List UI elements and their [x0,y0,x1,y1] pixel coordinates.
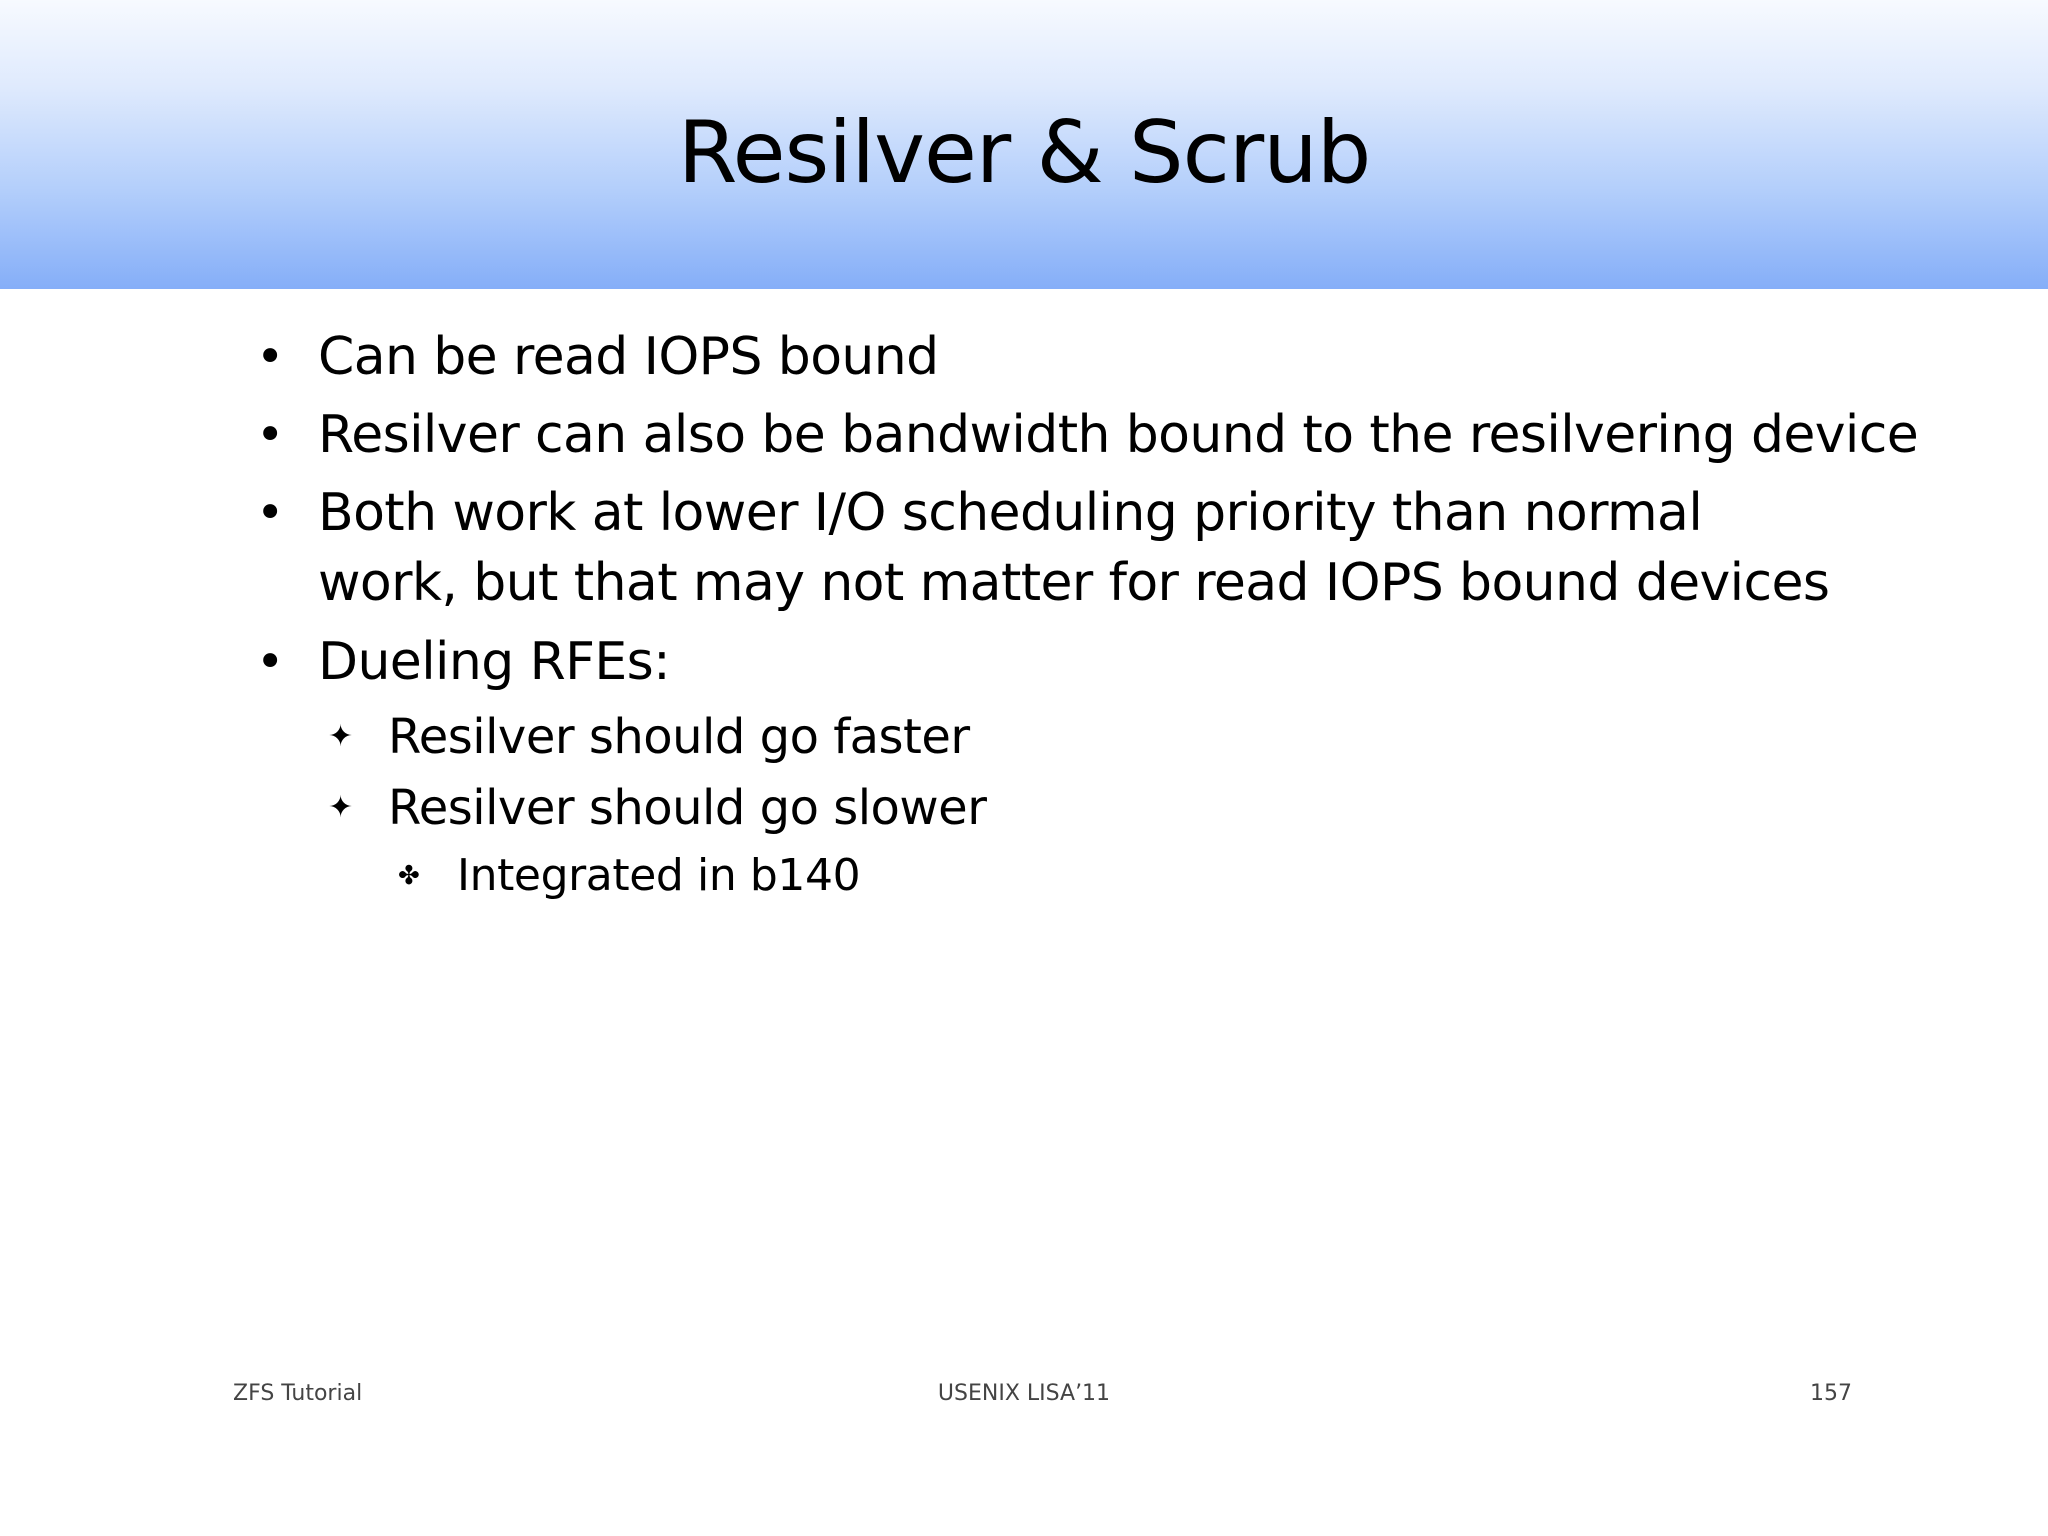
page-number: 157 [1810,1381,1852,1406]
sub-sub-bullet-text: Integrated in b140 [457,850,861,901]
bullet-dot-icon: • [256,485,285,541]
bullet-dot-icon: • [256,329,285,385]
four-club-cross-icon: ✤ [398,861,420,891]
slide-title: Resilver & Scrub [677,103,1371,203]
footer-center: USENIX LISA’11 [937,1381,1111,1406]
footer-left: ZFS Tutorial [233,1381,363,1406]
bullet-text: Resilver can also be bandwidth bound to the resilvering device [318,405,1919,465]
bullet-dot-icon: • [256,634,285,690]
sub-bullet-text: Resilver should go faster [388,709,970,765]
bullet-text-line-2: work, but that may not matter for read IOPS bound devices [318,553,1830,613]
four-point-star-icon: ✦ [328,719,354,754]
bullet-text: Dueling RFEs: [318,632,671,692]
bullet-dot-icon: • [256,407,285,463]
bullet-text: Can be read IOPS bound [318,327,939,387]
four-point-star-icon: ✦ [328,790,354,825]
sub-bullet-text: Resilver should go slower [388,780,987,836]
bullet-text-line-1: Both work at lower I/O scheduling priority than normal [318,483,1703,543]
